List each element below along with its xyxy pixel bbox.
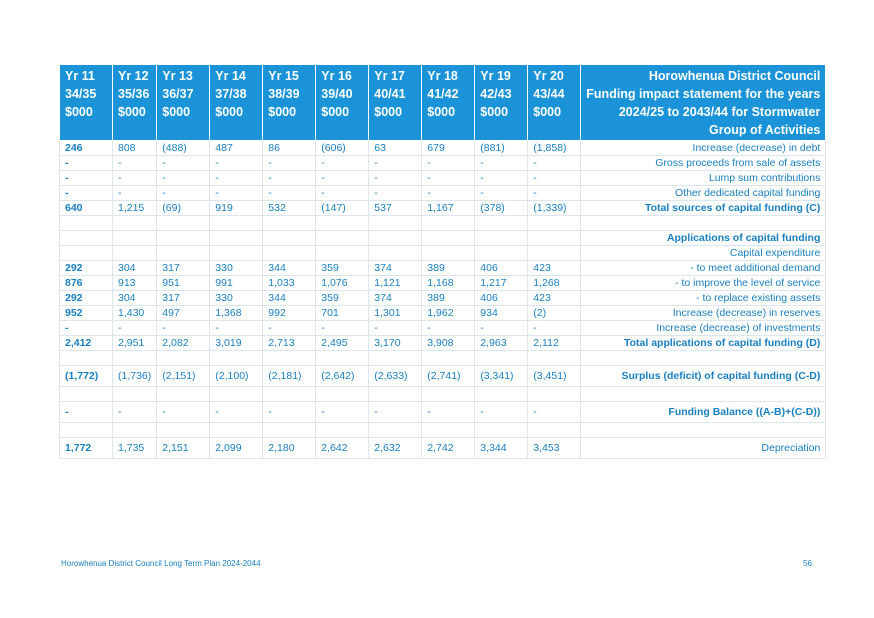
value-cell: (1,858) <box>528 141 581 156</box>
value-cell: - <box>60 321 113 336</box>
year-header-line: Yr 16 <box>321 69 352 83</box>
year-header-line: Yr 19 <box>480 69 511 83</box>
table-row <box>60 231 826 246</box>
value-cell: 2,495 <box>316 336 369 351</box>
row-label: Surplus (deficit) of capital funding (C-D) <box>581 366 826 387</box>
value-cell: 317 <box>157 291 210 306</box>
value-cell: 913 <box>113 276 157 291</box>
value-cell: 2,099 <box>210 438 263 459</box>
year-header-line: 39/40 <box>321 87 353 101</box>
value-cell: 640 <box>60 201 113 216</box>
value-cell <box>422 246 475 261</box>
year-header-line: Yr 13 <box>162 69 193 83</box>
value-cell <box>369 387 422 402</box>
value-cell: 292 <box>60 261 113 276</box>
table-row <box>60 276 826 291</box>
value-cell: (1,339) <box>528 201 581 216</box>
value-cell <box>113 246 157 261</box>
row-label: Depreciation <box>581 438 826 459</box>
value-cell: 876 <box>60 276 113 291</box>
value-cell: - <box>157 321 210 336</box>
value-cell: - <box>210 171 263 186</box>
value-cell: 679 <box>422 141 475 156</box>
value-cell: - <box>422 171 475 186</box>
value-cell: 292 <box>60 291 113 306</box>
value-cell: - <box>157 186 210 201</box>
value-cell: - <box>528 186 581 201</box>
value-cell: - <box>157 156 210 171</box>
value-cell: 86 <box>263 141 316 156</box>
value-cell: 2,713 <box>263 336 316 351</box>
value-cell: 359 <box>316 291 369 306</box>
value-cell <box>113 387 157 402</box>
value-cell: (2,181) <box>263 366 316 387</box>
value-cell: - <box>528 156 581 171</box>
value-cell: 2,963 <box>475 336 528 351</box>
value-cell: - <box>528 321 581 336</box>
year-header <box>422 65 475 141</box>
table-row <box>60 201 826 216</box>
value-cell: - <box>113 321 157 336</box>
value-cell: - <box>316 156 369 171</box>
value-cell <box>316 231 369 246</box>
value-cell <box>369 231 422 246</box>
value-cell: 359 <box>316 261 369 276</box>
value-cell: - <box>475 156 528 171</box>
value-cell: - <box>475 402 528 423</box>
value-cell: 1,033 <box>263 276 316 291</box>
value-cell: 701 <box>316 306 369 321</box>
value-cell: 3,453 <box>528 438 581 459</box>
table-row <box>60 216 826 231</box>
value-cell: - <box>60 186 113 201</box>
value-cell <box>157 423 210 438</box>
value-cell: 808 <box>113 141 157 156</box>
year-header-line: $000 <box>533 105 562 119</box>
value-cell <box>316 351 369 366</box>
value-cell <box>210 246 263 261</box>
value-cell: - <box>316 171 369 186</box>
value-cell: 304 <box>113 291 157 306</box>
value-cell <box>60 351 113 366</box>
value-cell <box>263 423 316 438</box>
value-cell: - <box>210 186 263 201</box>
value-cell <box>422 216 475 231</box>
value-cell <box>475 246 528 261</box>
table-row <box>60 156 826 171</box>
value-cell: 3,344 <box>475 438 528 459</box>
value-cell: - <box>475 171 528 186</box>
value-cell <box>113 423 157 438</box>
footer-document-title: Horowhenua District Council Long Term Plan 2024-2044 <box>61 559 261 568</box>
table-row <box>60 336 826 351</box>
value-cell <box>316 246 369 261</box>
value-cell: - <box>157 402 210 423</box>
value-cell <box>422 387 475 402</box>
value-cell: - <box>422 156 475 171</box>
value-cell <box>369 246 422 261</box>
year-header-line: 37/38 <box>215 87 247 101</box>
table-header <box>60 65 826 141</box>
value-cell: 2,112 <box>528 336 581 351</box>
value-cell: 423 <box>528 261 581 276</box>
year-header-line: $000 <box>374 105 403 119</box>
value-cell: - <box>369 186 422 201</box>
year-header-line: 38/39 <box>268 87 300 101</box>
value-cell: (881) <box>475 141 528 156</box>
year-header-line: Yr 15 <box>268 69 299 83</box>
value-cell: 1,168 <box>422 276 475 291</box>
value-cell <box>475 216 528 231</box>
year-header-line: $000 <box>118 105 146 119</box>
row-label: Lump sum contributions <box>581 171 826 186</box>
statement-title-line: Horowhenua District Council <box>648 69 821 83</box>
value-cell: 389 <box>422 291 475 306</box>
table-row <box>60 402 826 423</box>
table-row <box>60 291 826 306</box>
value-cell <box>422 231 475 246</box>
value-cell: 1,962 <box>422 306 475 321</box>
value-cell: 952 <box>60 306 113 321</box>
row-label: - to replace existing assets <box>581 291 826 306</box>
value-cell: 304 <box>113 261 157 276</box>
header-row <box>60 65 826 141</box>
value-cell: 1,215 <box>113 201 157 216</box>
year-header <box>475 65 528 141</box>
value-cell: 2,180 <box>263 438 316 459</box>
year-header-line: $000 <box>215 105 244 119</box>
year-header-line: $000 <box>162 105 191 119</box>
year-header-line: Yr 20 <box>533 69 564 83</box>
value-cell: 317 <box>157 261 210 276</box>
year-header-line: Yr 14 <box>215 69 246 83</box>
value-cell: 1,268 <box>528 276 581 291</box>
year-header <box>528 65 581 141</box>
value-cell: - <box>210 402 263 423</box>
value-cell <box>157 231 210 246</box>
value-cell: 1,430 <box>113 306 157 321</box>
value-cell: 406 <box>475 261 528 276</box>
value-cell <box>60 216 113 231</box>
row-label: - to meet additional demand <box>581 261 826 276</box>
value-cell: 1,301 <box>369 306 422 321</box>
value-cell: - <box>369 321 422 336</box>
value-cell <box>210 216 263 231</box>
value-cell <box>475 387 528 402</box>
year-header-line: $000 <box>427 105 456 119</box>
table-row <box>60 438 826 459</box>
statement-title-line: Group of Activities <box>709 123 821 137</box>
year-header <box>60 65 113 141</box>
value-cell <box>113 351 157 366</box>
value-cell <box>422 423 475 438</box>
value-cell <box>475 351 528 366</box>
value-cell <box>528 216 581 231</box>
value-cell <box>422 351 475 366</box>
year-header-line: 36/37 <box>162 87 194 101</box>
row-label: Other dedicated capital funding <box>581 186 826 201</box>
row-label: Total sources of capital funding (C) <box>581 201 826 216</box>
row-label: Increase (decrease) of investments <box>581 321 826 336</box>
value-cell: - <box>475 321 528 336</box>
value-cell: - <box>113 156 157 171</box>
value-cell: (2,151) <box>157 366 210 387</box>
table-row <box>60 423 826 438</box>
value-cell: - <box>528 171 581 186</box>
value-cell: (3,341) <box>475 366 528 387</box>
year-header <box>113 65 157 141</box>
year-header-line: $000 <box>321 105 350 119</box>
row-label <box>581 423 826 438</box>
year-header <box>369 65 422 141</box>
value-cell <box>60 387 113 402</box>
table-row <box>60 246 826 261</box>
value-cell <box>369 351 422 366</box>
value-cell <box>369 423 422 438</box>
table-row <box>60 321 826 336</box>
value-cell: - <box>422 402 475 423</box>
value-cell: 934 <box>475 306 528 321</box>
value-cell: 423 <box>528 291 581 306</box>
year-header-line: 42/43 <box>480 87 512 101</box>
value-cell: (147) <box>316 201 369 216</box>
table-row <box>60 171 826 186</box>
value-cell: 991 <box>210 276 263 291</box>
value-cell: 3,908 <box>422 336 475 351</box>
value-cell <box>210 387 263 402</box>
value-cell <box>157 351 210 366</box>
value-cell <box>210 423 263 438</box>
row-label: Increase (decrease) in debt <box>581 141 826 156</box>
value-cell: 2,951 <box>113 336 157 351</box>
value-cell: - <box>316 186 369 201</box>
year-header-line: 34/35 <box>65 87 97 101</box>
value-cell: - <box>113 402 157 423</box>
value-cell <box>60 231 113 246</box>
value-cell: - <box>316 402 369 423</box>
value-cell: - <box>210 321 263 336</box>
value-cell <box>263 387 316 402</box>
value-cell: (1,772) <box>60 366 113 387</box>
row-label <box>581 351 826 366</box>
value-cell <box>528 246 581 261</box>
value-cell: - <box>157 171 210 186</box>
year-header <box>316 65 369 141</box>
row-label: Capital expenditure <box>581 246 826 261</box>
value-cell: 532 <box>263 201 316 216</box>
row-label: Applications of capital funding <box>581 231 826 246</box>
statement-title-line: Funding impact statement for the years <box>586 87 821 101</box>
value-cell <box>263 351 316 366</box>
value-cell: - <box>263 186 316 201</box>
value-cell <box>528 351 581 366</box>
row-label <box>581 387 826 402</box>
statement-title <box>581 65 826 141</box>
value-cell <box>528 387 581 402</box>
value-cell: 2,082 <box>157 336 210 351</box>
value-cell: 951 <box>157 276 210 291</box>
value-cell <box>60 423 113 438</box>
value-cell: 2,642 <box>316 438 369 459</box>
value-cell: 1,368 <box>210 306 263 321</box>
year-header-line: Yr 17 <box>374 69 405 83</box>
value-cell: - <box>316 321 369 336</box>
value-cell: 406 <box>475 291 528 306</box>
value-cell: 1,735 <box>113 438 157 459</box>
value-cell: 537 <box>369 201 422 216</box>
value-cell <box>60 246 113 261</box>
value-cell: 1,772 <box>60 438 113 459</box>
row-label: Increase (decrease) in reserves <box>581 306 826 321</box>
value-cell: 374 <box>369 261 422 276</box>
value-cell: 992 <box>263 306 316 321</box>
value-cell: 1,167 <box>422 201 475 216</box>
year-header <box>210 65 263 141</box>
value-cell: 389 <box>422 261 475 276</box>
value-cell: - <box>263 156 316 171</box>
value-cell: 344 <box>263 291 316 306</box>
value-cell <box>113 216 157 231</box>
value-cell: 487 <box>210 141 263 156</box>
value-cell: (69) <box>157 201 210 216</box>
table-row <box>60 366 826 387</box>
year-header-line: 40/41 <box>374 87 406 101</box>
value-cell: 63 <box>369 141 422 156</box>
row-label: - to improve the level of service <box>581 276 826 291</box>
value-cell: 1,217 <box>475 276 528 291</box>
year-header-line: Yr 18 <box>427 69 458 83</box>
value-cell: 1,121 <box>369 276 422 291</box>
value-cell: (1,736) <box>113 366 157 387</box>
year-header-line: Yr 11 <box>65 69 95 83</box>
value-cell: (2,741) <box>422 366 475 387</box>
value-cell <box>157 216 210 231</box>
value-cell: 344 <box>263 261 316 276</box>
value-cell <box>528 423 581 438</box>
value-cell: 2,632 <box>369 438 422 459</box>
statement-title-line: 2024/25 to 2043/44 for Stormwater <box>618 105 821 119</box>
year-header-line: $000 <box>65 105 93 119</box>
year-header-line: $000 <box>268 105 297 119</box>
value-cell: - <box>369 402 422 423</box>
value-cell: - <box>263 321 316 336</box>
year-header-line: $000 <box>480 105 509 119</box>
value-cell: - <box>113 186 157 201</box>
value-cell: - <box>528 402 581 423</box>
value-cell <box>157 387 210 402</box>
value-cell: - <box>113 171 157 186</box>
value-cell: - <box>475 186 528 201</box>
value-cell: 374 <box>369 291 422 306</box>
value-cell: (2,100) <box>210 366 263 387</box>
value-cell: (378) <box>475 201 528 216</box>
value-cell <box>316 423 369 438</box>
value-cell <box>210 231 263 246</box>
value-cell: 1,076 <box>316 276 369 291</box>
funding-impact-table <box>59 64 826 459</box>
value-cell: - <box>369 171 422 186</box>
table-row <box>60 351 826 366</box>
table-body <box>60 141 826 459</box>
table-row <box>60 306 826 321</box>
value-cell: - <box>60 156 113 171</box>
value-cell: 2,412 <box>60 336 113 351</box>
year-header <box>263 65 316 141</box>
value-cell <box>157 246 210 261</box>
row-label: Total applications of capital funding (D) <box>581 336 826 351</box>
value-cell: (3,451) <box>528 366 581 387</box>
value-cell: (488) <box>157 141 210 156</box>
value-cell: (2) <box>528 306 581 321</box>
value-cell: 246 <box>60 141 113 156</box>
value-cell: - <box>422 321 475 336</box>
year-header-line: 35/36 <box>118 87 150 101</box>
value-cell <box>369 216 422 231</box>
value-cell: - <box>263 171 316 186</box>
value-cell: 330 <box>210 291 263 306</box>
value-cell: - <box>422 186 475 201</box>
row-label: Gross proceeds from sale of assets <box>581 156 826 171</box>
table-row <box>60 387 826 402</box>
value-cell: 2,742 <box>422 438 475 459</box>
year-header <box>157 65 210 141</box>
row-label <box>581 216 826 231</box>
value-cell: 330 <box>210 261 263 276</box>
value-cell: (2,642) <box>316 366 369 387</box>
value-cell <box>475 231 528 246</box>
value-cell: 2,151 <box>157 438 210 459</box>
value-cell <box>316 387 369 402</box>
value-cell <box>113 231 157 246</box>
value-cell <box>528 231 581 246</box>
value-cell: (2,633) <box>369 366 422 387</box>
table-row <box>60 186 826 201</box>
value-cell: - <box>60 171 113 186</box>
value-cell: 3,170 <box>369 336 422 351</box>
table-row <box>60 261 826 276</box>
value-cell <box>263 246 316 261</box>
table-row <box>60 141 826 156</box>
value-cell <box>263 231 316 246</box>
page-number: 56 <box>803 559 812 568</box>
value-cell: 919 <box>210 201 263 216</box>
year-header-line: 43/44 <box>533 87 565 101</box>
row-label: Funding Balance ((A-B)+(C-D)) <box>581 402 826 423</box>
value-cell <box>316 216 369 231</box>
value-cell <box>475 423 528 438</box>
value-cell: - <box>60 402 113 423</box>
value-cell: (606) <box>316 141 369 156</box>
value-cell: - <box>210 156 263 171</box>
value-cell: 3,019 <box>210 336 263 351</box>
year-header-line: 41/42 <box>427 87 459 101</box>
value-cell: 497 <box>157 306 210 321</box>
year-header-line: Yr 12 <box>118 69 149 83</box>
value-cell <box>210 351 263 366</box>
value-cell: - <box>369 156 422 171</box>
value-cell: - <box>263 402 316 423</box>
value-cell <box>263 216 316 231</box>
